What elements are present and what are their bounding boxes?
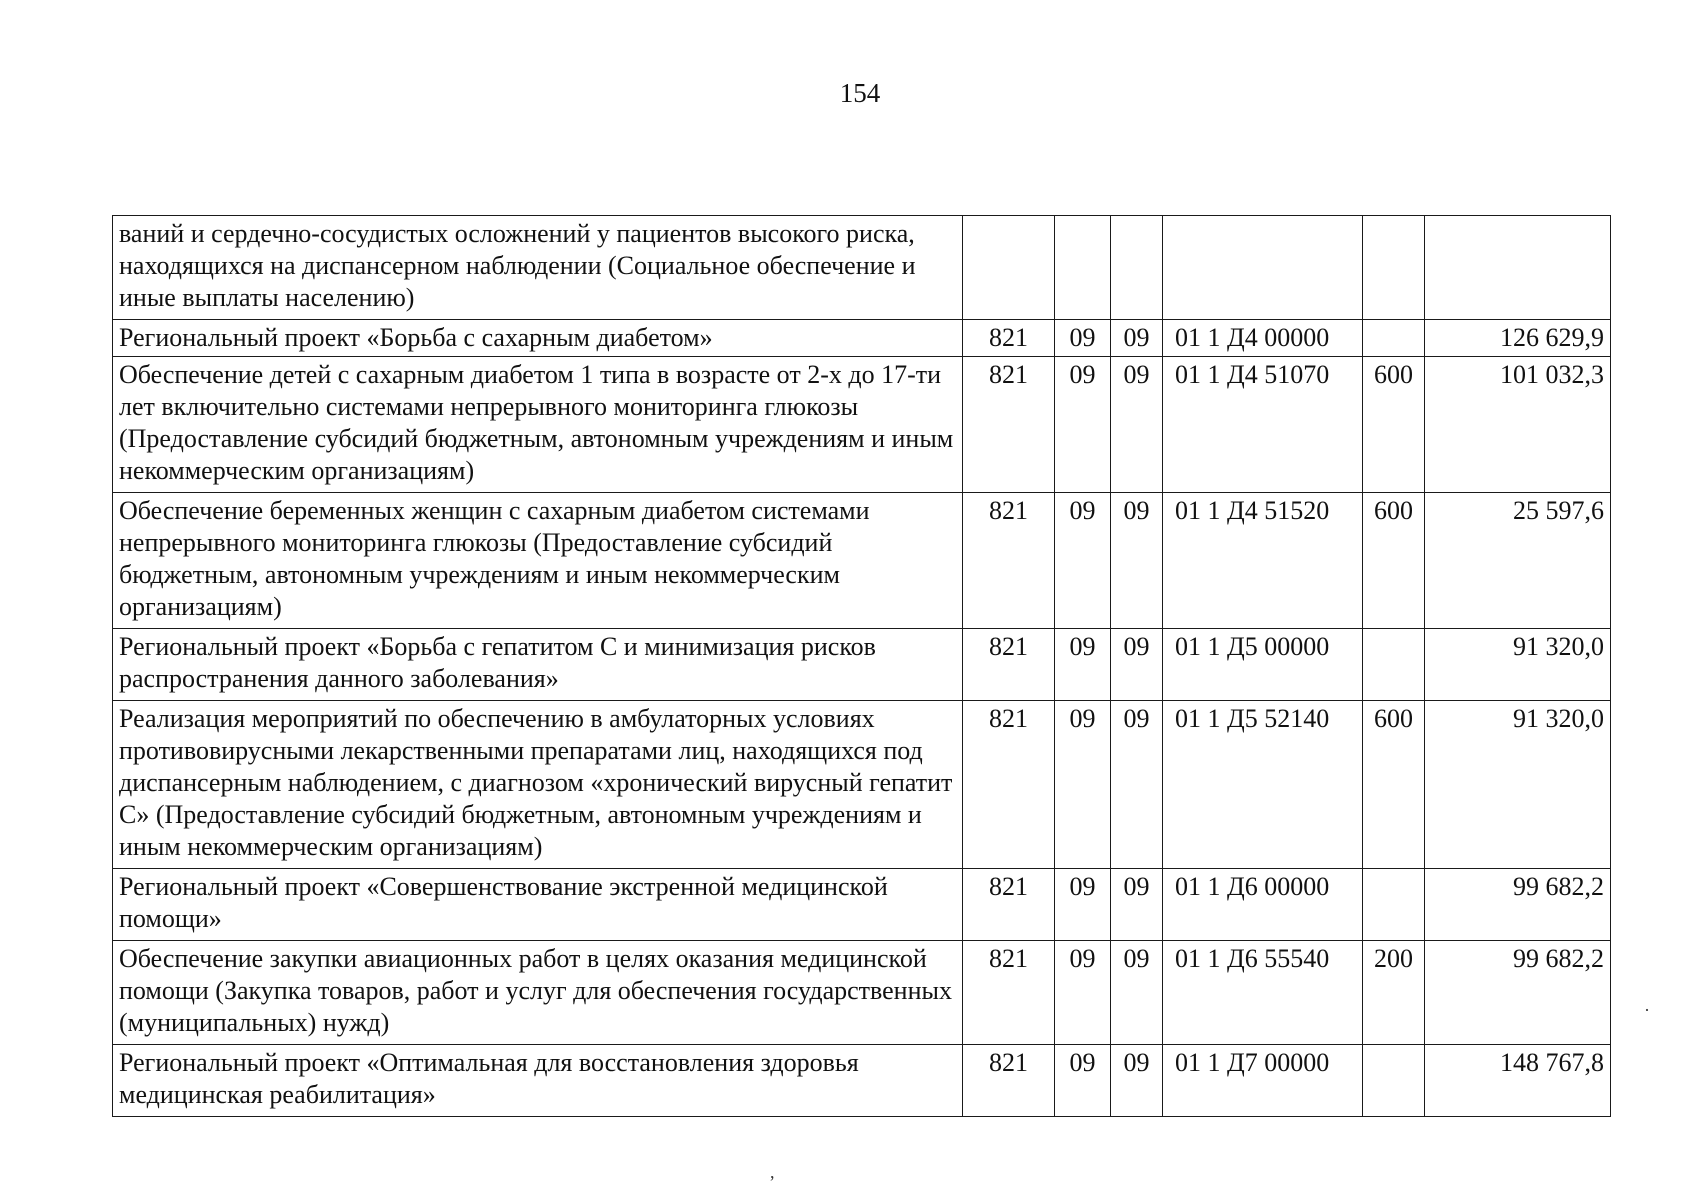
target-item-code: 01 1 Д5 52140 — [1163, 701, 1363, 869]
row-name: ваний и сердечно-сосудистых осложнений у пациентов высокого риска, находящихся на диспансерном наблюдении (Социальное обеспечение и иные выплаты населению) — [113, 216, 963, 320]
expense-type-code: 600 — [1363, 357, 1425, 493]
expense-type-code — [1363, 1045, 1425, 1117]
amount: 91 320,0 — [1425, 629, 1611, 701]
section-code: 09 — [1055, 941, 1111, 1045]
row-name: Обеспечение закупки авиационных работ в целях оказания медицинской помощи (Закупка товаров, работ и услуг для обеспечения государственных (муниципальных) нужд) — [113, 941, 963, 1045]
amount: 126 629,9 — [1425, 320, 1611, 357]
row-name: Региональный проект «Борьба с сахарным диабетом» — [113, 320, 963, 357]
subsection-code: 09 — [1111, 629, 1163, 701]
row-name: Реализация мероприятий по обеспечению в амбулаторных условиях противовирусными лекарственными препаратами лиц, находящихся под диспансерным наблюдением, с диагнозом «хронический вирусный гепатит С» (Предоставление субсидий бюджетным, автономным учреждениям и иным некоммерческим организациям) — [113, 701, 963, 869]
target-item-code: 01 1 Д4 00000 — [1163, 320, 1363, 357]
table-row — [113, 629, 1611, 701]
section-code: 09 — [1055, 869, 1111, 941]
table-row — [113, 320, 1611, 357]
expense-type-code — [1363, 629, 1425, 701]
ministry-code: 821 — [963, 320, 1055, 357]
subsection-code — [1111, 216, 1163, 320]
amount: 148 767,8 — [1425, 1045, 1611, 1117]
target-item-code: 01 1 Д7 00000 — [1163, 1045, 1363, 1117]
page-number: 154 — [839, 78, 881, 108]
section-code: 09 — [1055, 320, 1111, 357]
amount: 99 682,2 — [1425, 941, 1611, 1045]
amount — [1425, 216, 1611, 320]
ministry-code: 821 — [963, 357, 1055, 493]
amount: 101 032,3 — [1425, 357, 1611, 493]
section-code — [1055, 216, 1111, 320]
subsection-code: 09 — [1111, 941, 1163, 1045]
target-item-code — [1163, 216, 1363, 320]
subsection-code: 09 — [1111, 357, 1163, 493]
table-row — [113, 941, 1611, 1045]
subsection-code: 09 — [1111, 493, 1163, 629]
table-row — [113, 493, 1611, 629]
row-name: Региональный проект «Совершенствование экстренной медицинской помощи» — [113, 869, 963, 941]
table-row — [113, 701, 1611, 869]
target-item-code: 01 1 Д4 51520 — [1163, 493, 1363, 629]
subsection-code: 09 — [1111, 320, 1163, 357]
row-name: Обеспечение детей с сахарным диабетом 1 типа в возрасте от 2-х до 17-ти лет включительно системами непрерывного мониторинга глюкозы (Предоставление субсидий бюджетным, автономным учреждениям и иным некоммерческим организациям) — [113, 357, 963, 493]
table-row — [113, 357, 1611, 493]
row-name: Региональный проект «Оптимальная для восстановления здоровья медицинская реабилитация» — [113, 1045, 963, 1117]
subsection-code: 09 — [1111, 1045, 1163, 1117]
budget-table — [112, 215, 1611, 1117]
amount: 99 682,2 — [1425, 869, 1611, 941]
target-item-code: 01 1 Д4 51070 — [1163, 357, 1363, 493]
section-code: 09 — [1055, 1045, 1111, 1117]
expense-type-code — [1363, 216, 1425, 320]
expense-type-code: 600 — [1363, 493, 1425, 629]
expense-type-code — [1363, 320, 1425, 357]
target-item-code: 01 1 Д6 00000 — [1163, 869, 1363, 941]
expense-type-code: 200 — [1363, 941, 1425, 1045]
amount: 91 320,0 — [1425, 701, 1611, 869]
section-code: 09 — [1055, 629, 1111, 701]
ministry-code: 821 — [963, 941, 1055, 1045]
ministry-code: 821 — [963, 701, 1055, 869]
table-row — [113, 1045, 1611, 1117]
table-row — [113, 869, 1611, 941]
target-item-code: 01 1 Д5 00000 — [1163, 629, 1363, 701]
row-name: Обеспечение беременных женщин с сахарным диабетом системами непрерывного мониторинга глюкозы (Предоставление субсидий бюджетным, автономным учреждениям и иным некоммерческим организациям) — [113, 493, 963, 629]
ministry-code: 821 — [963, 493, 1055, 629]
expense-type-code — [1363, 869, 1425, 941]
ministry-code: 821 — [963, 1045, 1055, 1117]
scan-tick-mark: , — [770, 1162, 775, 1182]
ministry-code: 821 — [963, 629, 1055, 701]
subsection-code: 09 — [1111, 701, 1163, 869]
expense-type-code: 600 — [1363, 701, 1425, 869]
scan-speck-mark: · — [1644, 1000, 1650, 1020]
section-code: 09 — [1055, 701, 1111, 869]
ministry-code: 821 — [963, 869, 1055, 941]
row-name: Региональный проект «Борьба с гепатитом С и минимизация рисков распространения данного заболевания» — [113, 629, 963, 701]
target-item-code: 01 1 Д6 55540 — [1163, 941, 1363, 1045]
section-code: 09 — [1055, 493, 1111, 629]
amount: 25 597,6 — [1425, 493, 1611, 629]
section-code: 09 — [1055, 357, 1111, 493]
subsection-code: 09 — [1111, 869, 1163, 941]
table-row — [113, 216, 1611, 320]
ministry-code — [963, 216, 1055, 320]
